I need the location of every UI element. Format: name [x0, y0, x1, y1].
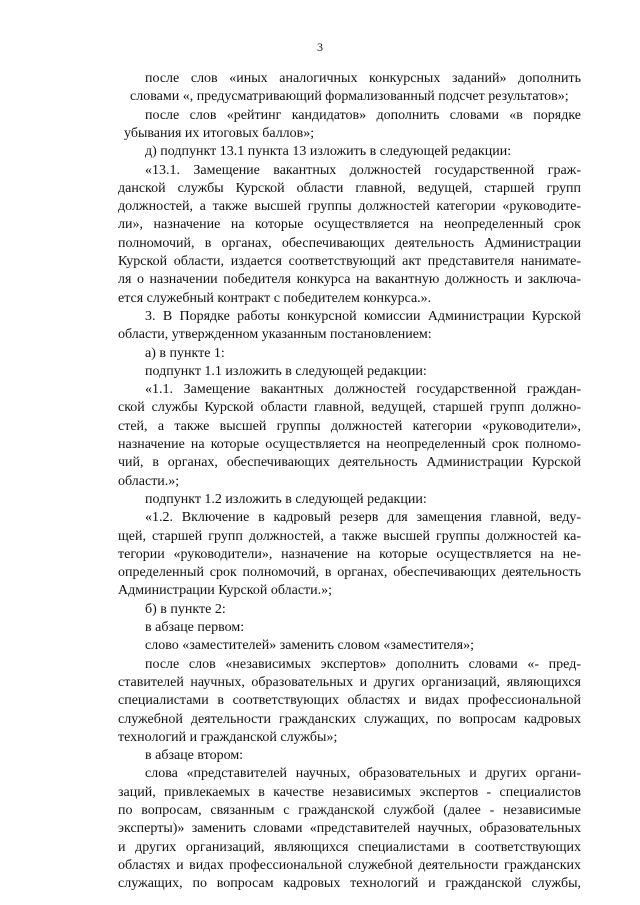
text-line: технологий и гражданской службы»; [118, 729, 338, 745]
text-line: тегории «руководители», назначение на которые осуществляется на не- [118, 546, 581, 562]
text-line: «13.1. Замещение вакантных должностей государственной граж- [145, 162, 581, 178]
text-line: в абзаце втором: [145, 748, 244, 764]
text-line: убывания их итоговых баллов»; [124, 125, 315, 141]
text-line: щей, старшей групп должностей, а также высшей группы должностей ка- [118, 528, 581, 544]
text-line: определенный срок полномочий, в органах, обеспечивающих деятельность [118, 565, 581, 581]
text-line: должностей, а также высшей группы должностей категории «руководите- [118, 199, 581, 215]
text-line: ли», назначение на которые осуществляется на неопределенный срок [118, 217, 581, 233]
text-line: данской службы Курской области главной, ведущей, старшей групп [118, 180, 581, 196]
text-line: Курской области, издается соответствующий акт представителя нанимате- [118, 254, 581, 269]
text-line: подпункт 1.2 изложить в следующей редакции: [145, 491, 427, 507]
text-line: ется служебный контракт с победителем конкурса.». [118, 290, 432, 306]
text-line: чий, в органах, обеспечивающих деятельность Администрации Курской [118, 455, 581, 471]
text-line: после слов «рейтинг кандидатов» дополнить словами «в порядке [145, 107, 581, 123]
text-line: Администрации Курской области.»; [118, 583, 333, 599]
text-line: полномочий, в органах, обеспечивающих деятельность Администрации [118, 235, 581, 251]
text-line: д) подпункт 13.1 пункта 13 изложить в следующей редакции: [145, 144, 512, 160]
text-line: слово «заместителей» заменить словом «заместителя»; [145, 638, 474, 654]
text-line: назначение на которые осуществляется на неопределенный срок полномо- [118, 437, 581, 452]
text-line: в абзаце первом: [145, 620, 245, 635]
text-line: специалистами в соответствующих областях и видах профессиональной [118, 693, 581, 709]
text-line: области.»; [118, 473, 180, 489]
text-line: служащих, по вопросам кадровых технологий и гражданской службы, [118, 876, 581, 892]
text-line: после слов «иных аналогичных конкурсных заданий» дополнить [145, 71, 581, 86]
text-line: по вопросам, связанным с гражданской службой (далее - независимые [118, 803, 581, 818]
text-line: областях и видах профессиональной служебной деятельности гражданских [118, 857, 581, 873]
page-number: 3 [317, 40, 323, 54]
text-line: б) в пункте 2: [145, 601, 226, 617]
text-line: словами «, предусматривающий формализованный подсчет результатов»; [130, 89, 569, 105]
text-line: после слов «независимых экспертов» дополнить словами «- пред- [145, 656, 581, 672]
text-line: ставителей научных, образовательных и других организаций, являющихся [118, 674, 581, 690]
text-line: ля о назначении победителя конкурса на вакантную должность и заключа- [118, 272, 581, 288]
text-line: ской службы Курской области главной, ведущей, старшей групп должно- [118, 400, 581, 416]
text-line: 3. В Порядке работы конкурсной комиссии Администрации Курской [145, 308, 581, 324]
text-line: эксперты)» заменить словами «представителей научных, образовательных [118, 821, 581, 837]
text-line: служебной деятельности гражданских служащих, по вопросам кадровых [118, 711, 581, 727]
text-line: слова «представителей научных, образовательных и других органи- [145, 766, 581, 782]
text-line: подпункт 1.1 изложить в следующей редакции: [145, 363, 427, 379]
text-line: стей, а также высшей группы должностей категории «руководители», [118, 418, 581, 434]
text-line: и других организаций, являющихся специалистами в соответствующих [118, 839, 581, 855]
text-line: «1.2. Включение в кадровый резерв для замещения главной, веду- [145, 510, 581, 526]
text-line: области, утвержденном указанным постановлением: [118, 327, 432, 343]
text-line: заций, привлекаемых в качестве независимых экспертов - специалистов [118, 784, 581, 800]
text-line: а) в пункте 1: [145, 345, 225, 361]
text-line: «1.1. Замещение вакантных должностей государственной граждан- [145, 382, 581, 398]
